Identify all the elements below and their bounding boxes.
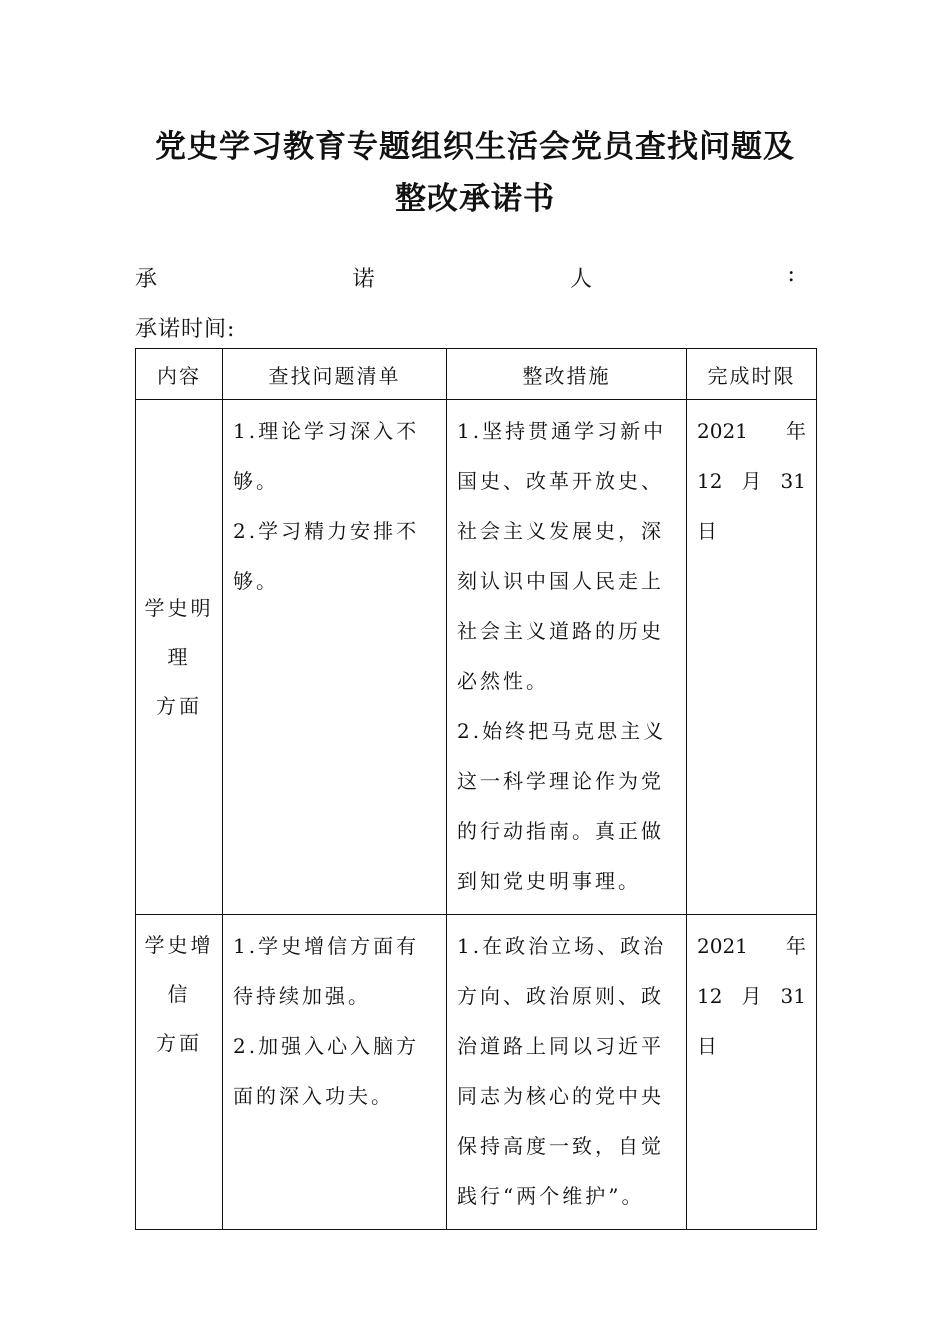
deadline-day: 31 xyxy=(780,984,806,1008)
deadline-day: 31 xyxy=(780,469,806,493)
category-cell xyxy=(136,400,223,915)
table-row xyxy=(136,915,817,1230)
deadline-day-unit: 日 xyxy=(697,1034,717,1058)
table-header-row xyxy=(136,349,817,400)
deadline-month-unit: 月 xyxy=(741,984,762,1008)
deadline-cell xyxy=(687,400,817,915)
deadline-day-unit: 日 xyxy=(697,519,717,543)
committer-line xyxy=(135,262,795,292)
category-line: 学史明 xyxy=(144,595,214,620)
category-line: 信 xyxy=(167,982,191,1006)
document-title-line-2: 整改承诺书 xyxy=(395,181,555,217)
header-problem-list: 查找问题清单 xyxy=(223,349,447,400)
deadline-year-unit: 年 xyxy=(786,419,806,443)
problem-item: 1.理论学习深入不够。 xyxy=(233,419,420,493)
problem-item: 1.学史增信方面有待持续加强。 xyxy=(233,934,420,1008)
table-row xyxy=(136,400,817,915)
measure-item: 1.坚持贯通学习新中国史、改革开放史、社会主义发展史，深刻认识中国人民走上社会主义道路的历史必然性。 xyxy=(457,419,667,693)
measures-cell xyxy=(447,915,687,1230)
deadline-year: 2021 xyxy=(697,419,748,443)
committer-colon: : xyxy=(787,262,795,287)
measure-item: 1.在政治立场、政治方向、政治原则、政治道路上同以习近平同志为核心的党中央保持高度一致，自觉践行“两个维护”。 xyxy=(457,934,667,1208)
deadline-month: 12 xyxy=(697,984,723,1008)
problem-item: 2.加强入心入脑方面的深入功夫。 xyxy=(233,1034,420,1108)
measures-cell xyxy=(447,400,687,915)
problems-cell xyxy=(223,400,447,915)
problems-cell xyxy=(223,915,447,1230)
deadline-cell xyxy=(687,915,817,1230)
deadline-month: 12 xyxy=(697,469,723,493)
commit-time-label: 承诺时间: xyxy=(135,317,236,342)
deadline-year-unit: 年 xyxy=(786,934,806,958)
category-line: 学史增 xyxy=(144,933,214,957)
document-title-line-1: 党史学习教育专题组织生活会党员查找问题及 xyxy=(155,129,795,165)
header-content: 内容 xyxy=(136,349,223,400)
category-line: 方面 xyxy=(156,1031,202,1055)
header-deadline: 完成时限 xyxy=(687,349,817,400)
committer-char: 承 xyxy=(135,267,158,292)
commitment-table xyxy=(135,348,817,1230)
problem-item: 2.学习精力安排不够。 xyxy=(233,519,420,593)
measure-item: 2.始终把马克思主义这一科学理论作为党的行动指南。真正做到知党史明事理。 xyxy=(457,719,667,893)
category-cell xyxy=(136,915,223,1230)
category-line: 理 xyxy=(167,644,191,669)
category-line: 方面 xyxy=(156,693,202,718)
committer-char: 人 xyxy=(570,267,593,292)
header-measures: 整改措施 xyxy=(447,349,687,400)
committer-char: 诺 xyxy=(352,267,375,292)
deadline-month-unit: 月 xyxy=(741,469,762,493)
deadline-year: 2021 xyxy=(697,934,748,958)
